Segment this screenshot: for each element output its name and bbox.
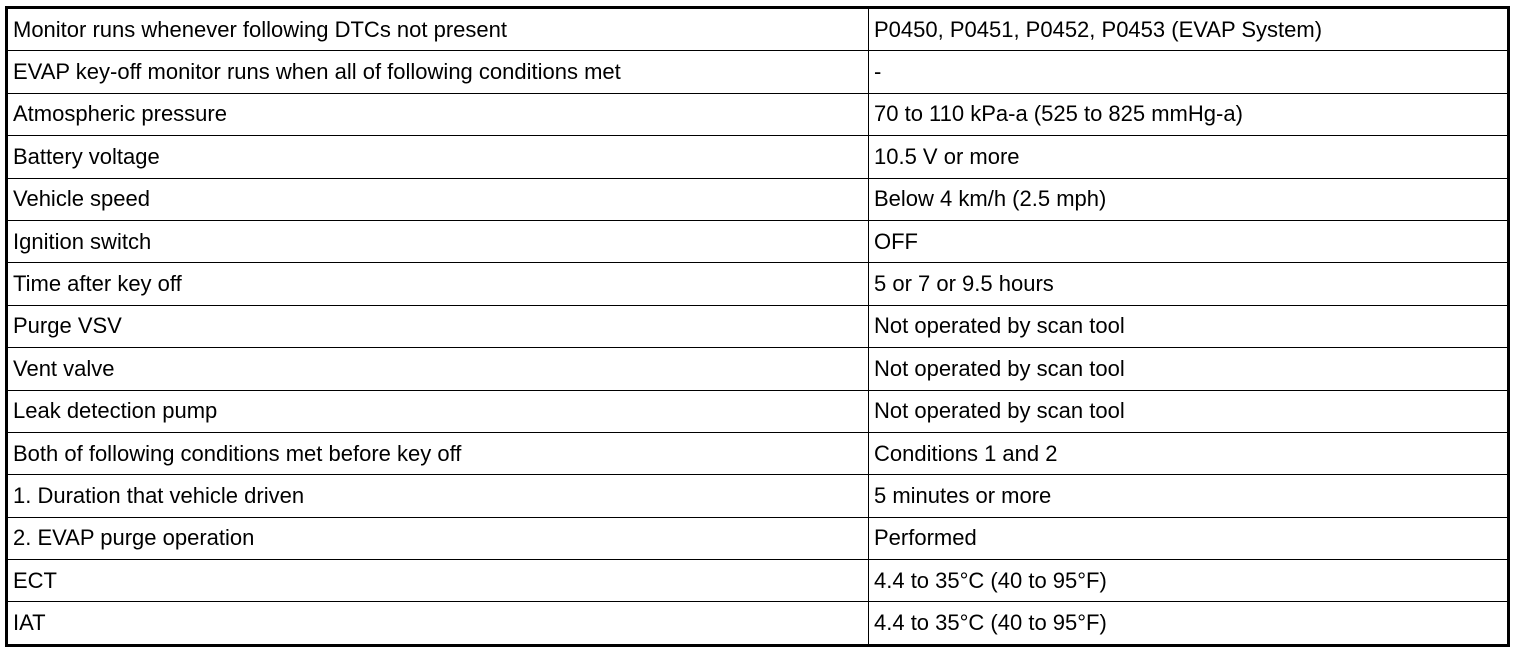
table-row (7, 390, 1509, 432)
condition-cell: Ignition switch (7, 220, 869, 262)
value-cell: Conditions 1 and 2 (869, 432, 1509, 474)
condition-cell: Atmospheric pressure (7, 93, 869, 135)
table-row (7, 8, 1509, 51)
monitor-conditions-table (5, 6, 1510, 647)
condition-cell: Monitor runs whenever following DTCs not present (7, 8, 869, 51)
value-cell: 10.5 V or more (869, 136, 1509, 178)
value-cell: 4.4 to 35°C (40 to 95°F) (869, 560, 1509, 602)
condition-cell: Vent valve (7, 348, 869, 390)
value-cell: 5 minutes or more (869, 475, 1509, 517)
value-cell: Not operated by scan tool (869, 348, 1509, 390)
table-row (7, 560, 1509, 602)
condition-cell: ECT (7, 560, 869, 602)
condition-cell: Time after key off (7, 263, 869, 305)
value-cell: P0450, P0451, P0452, P0453 (EVAP System) (869, 8, 1509, 51)
table-row (7, 178, 1509, 220)
value-cell: Not operated by scan tool (869, 305, 1509, 347)
value-cell: Not operated by scan tool (869, 390, 1509, 432)
condition-cell: Battery voltage (7, 136, 869, 178)
table-row (7, 432, 1509, 474)
condition-cell: Leak detection pump (7, 390, 869, 432)
condition-cell: IAT (7, 602, 869, 645)
table-row (7, 263, 1509, 305)
condition-cell: Purge VSV (7, 305, 869, 347)
condition-cell: Vehicle speed (7, 178, 869, 220)
table-row (7, 475, 1509, 517)
table-row (7, 602, 1509, 645)
value-cell: 5 or 7 or 9.5 hours (869, 263, 1509, 305)
value-cell: Performed (869, 517, 1509, 559)
table-row (7, 136, 1509, 178)
value-cell: - (869, 51, 1509, 93)
condition-cell: EVAP key-off monitor runs when all of following conditions met (7, 51, 869, 93)
table-row (7, 220, 1509, 262)
condition-cell: 2. EVAP purge operation (7, 517, 869, 559)
table-row (7, 517, 1509, 559)
table-row (7, 348, 1509, 390)
condition-cell: Both of following conditions met before key off (7, 432, 869, 474)
value-cell: Below 4 km/h (2.5 mph) (869, 178, 1509, 220)
value-cell: OFF (869, 220, 1509, 262)
table-row (7, 51, 1509, 93)
value-cell: 70 to 110 kPa-a (525 to 825 mmHg-a) (869, 93, 1509, 135)
table-row (7, 93, 1509, 135)
value-cell: 4.4 to 35°C (40 to 95°F) (869, 602, 1509, 645)
table-row (7, 305, 1509, 347)
condition-cell: 1. Duration that vehicle driven (7, 475, 869, 517)
